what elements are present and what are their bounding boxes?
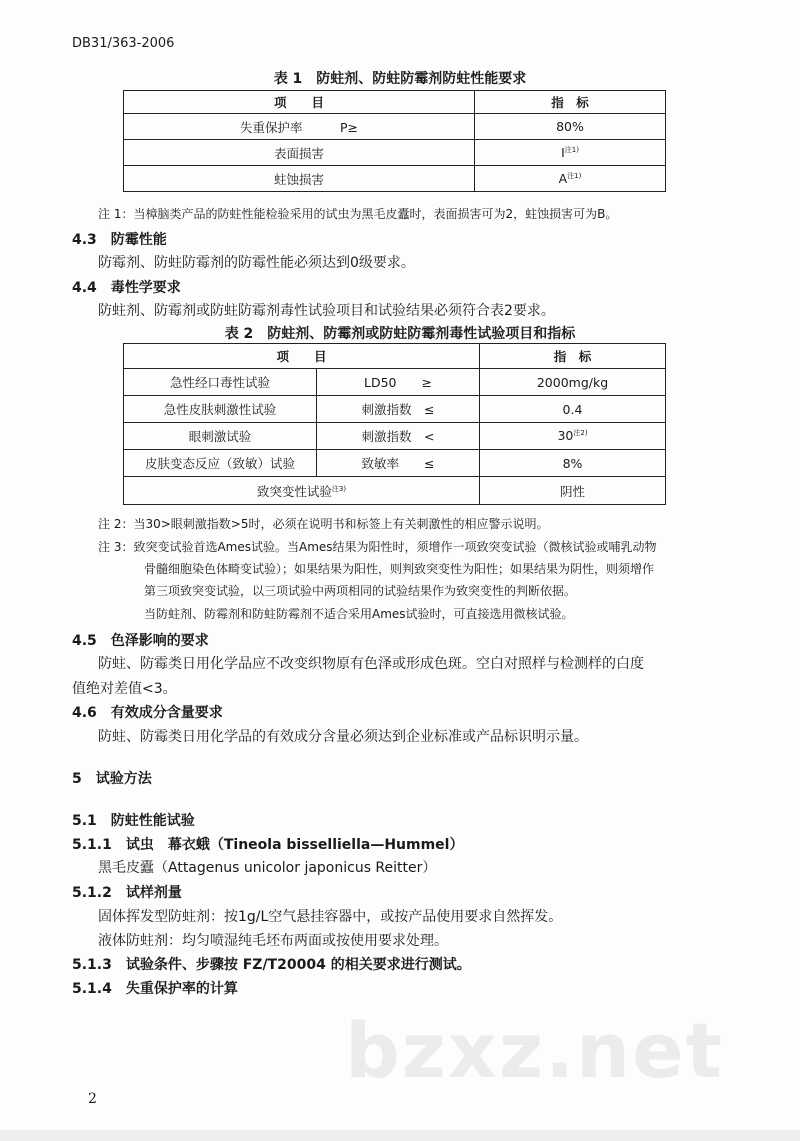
section-5-1-1-line2: 黑毛皮蠹（Attagenus unicolor japonicus Reitter） [98, 860, 437, 876]
table2-head-index: 指 标 [480, 344, 666, 369]
table2-note-3-line3: 第三项致突变试验，以三项试验中两项相同的试验结果作为致突变性的判断依据。 [144, 584, 577, 598]
table1-caption: 表 1 防蛀剂、防蛀防霉剂防蛀性能要求 [273, 71, 527, 87]
table-row [124, 166, 666, 192]
table2-note-2: 注 2：当30>眼刺激指数>5时，必须在说明书和标签上有关刺激性的相应警示说明。 [98, 517, 549, 531]
section-4-4-text: 防蛀剂、防霉剂或防蛀防霉剂毒性试验项目和试验结果必须符合表2要求。 [98, 303, 555, 319]
footnote-mark: 注3) [331, 484, 347, 493]
table2-cell-item: 急性经口毒性试验 [124, 369, 317, 396]
table2-cell-value: 8% [480, 450, 666, 477]
table2-cell-value: 2000mg/kg [480, 369, 666, 396]
section-4-3-title: 4.3 防霉性能 [72, 232, 167, 248]
section-5-title: 5 试验方法 [72, 771, 152, 787]
table2-cell-item: 眼刺激试验 [124, 423, 317, 450]
table1-cell-item: 蛀蚀损害 [124, 166, 475, 192]
footnote-mark: 注1) [564, 145, 579, 154]
section-5-1-2-title: 5.1.2 试样剂量 [72, 885, 182, 901]
table2-cell-param: 刺激指数 < [317, 423, 480, 450]
section-4-6-title: 4.6 有效成分含量要求 [72, 705, 223, 721]
section-4-5-line1: 防蛀、防霉类日用化学品应不改变织物原有色泽或形成色斑。空白对照样与检测样的白度 [98, 656, 644, 672]
table2-cell-value: 阴性 [480, 477, 666, 505]
table2-cell-value: 0.4 [480, 396, 666, 423]
section-4-3-text: 防霉剂、防蛀防霉剂的防霉性能必须达到0级要求。 [98, 255, 415, 271]
table1-head-item: 项 目 [124, 91, 475, 114]
table2-cell-param: 刺激指数 ≤ [317, 396, 480, 423]
table2-cell-item: 急性皮肤刺激性试验 [124, 396, 317, 423]
table2-note-3-line4: 当防蛀剂、防霉剂和防蛀防霉剂不适合采用Ames试验时，可直接选用微核试验。 [144, 607, 574, 621]
table-row [124, 477, 666, 505]
footnote-mark: 注1) [567, 171, 582, 180]
table-row [124, 450, 666, 477]
section-5-1-4-title: 5.1.4 失重保护率的计算 [72, 981, 238, 997]
table1-cell-value: 80% [475, 114, 666, 140]
table2-head-item: 项 目 [124, 344, 480, 369]
table2-cell-param: 致敏率 ≤ [317, 450, 480, 477]
table-row [124, 140, 666, 166]
table2-cell-value: 30$^{注2)}$ [480, 423, 666, 450]
section-5-1-3-title: 5.1.3 试验条件、步骤按 FZ/T20004 的相关要求进行测试。 [72, 957, 471, 973]
section-5-1-1-title: 5.1.1 试虫 幕衣蛾（Tineola bisselliella—Hummel） [72, 837, 464, 853]
table2-caption: 表 2 防蛀剂、防霉剂或防蛀防霉剂毒性试验项目和指标 [224, 326, 576, 342]
section-4-6-text: 防蛀、防霉类日用化学品的有效成分含量必须达到企业标准或产品标识明示量。 [98, 729, 588, 745]
section-4-5-title: 4.5 色泽影响的要求 [72, 633, 209, 649]
table2-cell-param: LD50 ≥ [317, 369, 480, 396]
table1-head-index: 指 标 [475, 91, 666, 114]
table1-cell-item: 失重保护率 P≥ [124, 114, 475, 140]
page-bottom-edge [0, 1130, 800, 1141]
table1 [123, 90, 666, 192]
table2-note-3-line1: 注 3：致突变试验首选Ames试验。当Ames结果为阳性时，须增作一项致突变试验（微核试验或哺乳动物 [98, 540, 657, 554]
page-number: 2 [88, 1091, 97, 1107]
section-5-1-2-line2: 液体防蛀剂：均匀喷湿纯毛坯布两面或按使用要求处理。 [98, 933, 448, 949]
table2-cell-item: 致突变性试验$^{注3)}$ [124, 477, 480, 505]
watermark: bzxz.net [345, 1006, 724, 1095]
table2-cell-item: 皮肤变态反应（致敏）试验 [124, 450, 317, 477]
table-row [124, 396, 666, 423]
table1-cell-item: 表面损害 [124, 140, 475, 166]
document-code: DB31/363-2006 [72, 36, 175, 51]
section-4-4-title: 4.4 毒性学要求 [72, 280, 181, 296]
table2-note-3-line2: 骨髓细胞染色体畸变试验）；如果结果为阳性，则判致突变性为阳性；如果结果为阴性，则须增作 [144, 562, 655, 576]
table2 [123, 343, 666, 505]
section-4-5-line2: 值绝对差值<3。 [72, 681, 177, 697]
table-row [124, 423, 666, 450]
section-5-1-2-line1: 固体挥发型防蛀剂：按1g/L空气悬挂容器中，或按产品使用要求自然挥发。 [98, 909, 563, 925]
section-5-1-title: 5.1 防蛀性能试验 [72, 813, 195, 829]
table1-note: 注 1：当樟脑类产品的防蛀性能检验采用的试虫为黑毛皮蠹时，表面损害可为2，蛀蚀损害可为B。 [98, 207, 618, 221]
table-row [124, 369, 666, 396]
table-row [124, 114, 666, 140]
table1-cell-value: $A^{注1)}$ [475, 166, 666, 192]
footnote-mark: 注2) [573, 429, 588, 438]
table1-cell-value: Ⅰ$^{注1)}$ [475, 140, 666, 166]
